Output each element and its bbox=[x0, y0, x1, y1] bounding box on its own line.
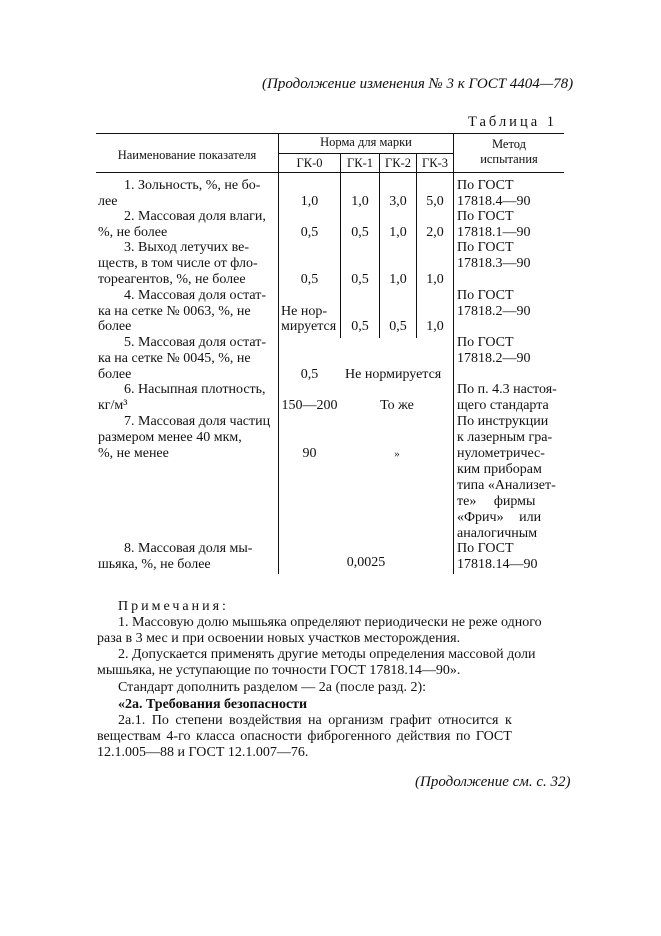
cell-value: 0,5 bbox=[351, 272, 369, 287]
cell-value: 0,5 bbox=[351, 319, 369, 334]
col-name-header: Наименование показателя bbox=[117, 148, 257, 162]
method-cell: По ГОСТ bbox=[457, 335, 514, 350]
cell-value: 1,0 bbox=[426, 272, 444, 287]
row-name: 5. Массовая доля остат- bbox=[124, 335, 267, 350]
method-cell: к лазерным гра- bbox=[457, 430, 553, 445]
row-name: более bbox=[98, 319, 132, 334]
method-header: испытания bbox=[480, 152, 538, 166]
grade-header: ГК-0 bbox=[296, 156, 323, 170]
row-name: лее bbox=[98, 194, 118, 209]
continuation-footer: (Продолжение см. с. 32) bbox=[415, 774, 571, 790]
row-name: 1. Зольность, %, не бо- bbox=[124, 178, 261, 193]
cell-value: 2,0 bbox=[426, 225, 444, 240]
method-cell: По ГОСТ bbox=[457, 541, 514, 556]
cell-value: То же bbox=[380, 398, 414, 413]
standard-line: Стандарт дополнить разделом — 2а (после разд. 2): bbox=[118, 680, 427, 695]
table-label: Таблица 1 bbox=[468, 114, 558, 130]
cell-value: 1,0 bbox=[300, 194, 319, 209]
cell-value: 0,5 bbox=[300, 367, 319, 382]
note-line: мышьяка, не уступающие по точности ГОСТ 17818.14—90». bbox=[97, 663, 461, 678]
cell-value: 1,0 bbox=[351, 194, 369, 209]
method-cell: аналогичным bbox=[457, 526, 538, 541]
method-cell: По ГОСТ bbox=[457, 209, 514, 224]
method-cell: ким приборам bbox=[457, 462, 542, 477]
continuation-header: (Продолжение изменения № 3 к ГОСТ 4404—78) bbox=[262, 76, 574, 92]
row-name: 3. Выход летучих ве- bbox=[124, 240, 250, 255]
row-name: шьяка, %, не более bbox=[98, 557, 211, 572]
cell-value: 1,0 bbox=[389, 272, 407, 287]
method-cell: щего стандарта bbox=[457, 398, 549, 413]
cell-value: 5,0 bbox=[426, 194, 444, 209]
method-cell: «Фрич» или bbox=[457, 510, 542, 525]
section-title: «2а. Требования безопасности bbox=[118, 697, 308, 712]
method-cell: 17818.2—90 bbox=[457, 304, 531, 319]
method-cell: 17818.3—90 bbox=[457, 256, 531, 271]
norm-header-rule bbox=[278, 153, 454, 154]
row-name: кг/м³ bbox=[98, 398, 128, 413]
method-cell: нулометричес- bbox=[457, 446, 545, 461]
method-cell: По ГОСТ bbox=[457, 288, 514, 303]
grade-header: ГК-1 bbox=[347, 156, 373, 170]
cell-value: 0,5 bbox=[351, 225, 369, 240]
row-name: ка на сетке № 0063, %, не bbox=[98, 304, 251, 319]
body-paragraph-line: веществам 4-го класса опасности фиброгенного действия по ГОСТ bbox=[97, 729, 512, 744]
method-cell: 17818.4—90 bbox=[457, 194, 531, 209]
notes-title: Примечания: bbox=[118, 599, 229, 614]
note-line: 2. Допускается применять другие методы определения массовой доли bbox=[118, 647, 536, 662]
row-name: ка на сетке № 0045, %, не bbox=[98, 351, 251, 366]
norm-header: Норма для марки bbox=[320, 135, 412, 149]
note-line: 1. Массовую долю мышьяка определяют периодически не реже одного bbox=[118, 615, 542, 630]
row-name: 2. Массовая доля влаги, bbox=[124, 209, 266, 224]
cell-value: 0,5 bbox=[300, 225, 319, 240]
note-line: раза в 3 мес и при освоении новых участков месторождения. bbox=[97, 631, 461, 646]
cell-value: 0,5 bbox=[389, 319, 407, 334]
row-name: тореагентов, %, не более bbox=[98, 272, 246, 287]
cell-value: 1,0 bbox=[389, 225, 407, 240]
grade-header: ГК-3 bbox=[422, 156, 448, 170]
table-vline bbox=[453, 133, 454, 574]
row-name: 4. Массовая доля остат- bbox=[124, 288, 267, 303]
row-name: 6. Насыпная плотность, bbox=[124, 382, 266, 397]
method-cell: те» фирмы bbox=[457, 494, 536, 509]
cell-value: 0,5 bbox=[300, 272, 319, 287]
grade-header: ГК-2 bbox=[385, 156, 411, 170]
table-header-bottom-rule bbox=[96, 172, 564, 173]
cell-value: 150—200 bbox=[281, 398, 338, 413]
row-name: 7. Массовая доля частиц bbox=[124, 414, 271, 429]
method-cell: 17818.1—90 bbox=[457, 225, 531, 240]
cell-value: 1,0 bbox=[426, 319, 444, 334]
row-name: ществ, в том числе от фло- bbox=[98, 256, 258, 271]
cell-value: » bbox=[394, 448, 400, 460]
method-cell: 17818.2—90 bbox=[457, 351, 531, 366]
method-cell: По инструкции bbox=[457, 414, 549, 429]
cell-value: Не нор- bbox=[281, 304, 327, 319]
method-cell: По ГОСТ bbox=[457, 240, 514, 255]
row-name: более bbox=[98, 367, 132, 382]
row-name: %, не более bbox=[98, 225, 168, 240]
method-cell: По п. 4.3 настоя- bbox=[457, 382, 557, 397]
method-cell: 17818.14—90 bbox=[457, 557, 538, 572]
method-cell: По ГОСТ bbox=[457, 178, 514, 193]
cell-value: Не нормируется bbox=[345, 367, 442, 382]
cell-value: мируется bbox=[281, 319, 337, 334]
row-name: %, не менее bbox=[98, 446, 169, 461]
row-name: 8. Массовая доля мы- bbox=[124, 541, 253, 556]
cell-value: 0,0025 bbox=[346, 555, 386, 570]
row-name: размером менее 40 мкм, bbox=[98, 430, 242, 445]
method-cell: типа «Анализет- bbox=[457, 478, 556, 493]
body-paragraph-line: 2а.1. По степени воздействия на организм графит относится к bbox=[118, 713, 512, 728]
method-header: Метод bbox=[491, 137, 527, 151]
cell-value: 3,0 bbox=[389, 194, 407, 209]
table-top-rule bbox=[96, 133, 564, 134]
cell-value: 90 bbox=[302, 446, 317, 461]
body-paragraph-line: 12.1.005—88 и ГОСТ 12.1.007—76. bbox=[97, 745, 309, 760]
